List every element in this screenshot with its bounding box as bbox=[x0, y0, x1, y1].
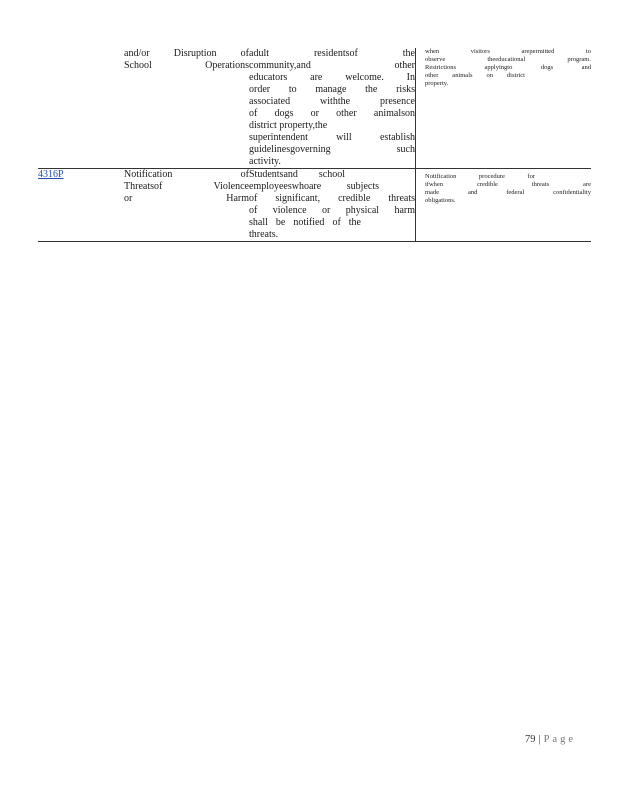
policy-description-cell bbox=[249, 169, 416, 242]
notes-line: when visitors arepermitted to bbox=[425, 48, 591, 55]
description-line: of dogs or other animalson bbox=[249, 108, 415, 119]
procedure-notes-cell bbox=[416, 169, 592, 242]
description-line: activity. bbox=[249, 156, 281, 167]
description-line: of violence or physical harm bbox=[249, 205, 415, 216]
description-line: associated withthe presence bbox=[249, 96, 415, 107]
footer-separator: | bbox=[538, 734, 541, 745]
policy-title-cell bbox=[124, 169, 249, 242]
notes-line: Restrictions applyingto dogs and bbox=[425, 64, 591, 71]
policy-code-link[interactable]: 4316P bbox=[38, 169, 64, 180]
policy-title-line: or Harm bbox=[124, 193, 249, 204]
procedure-notes-cell bbox=[416, 48, 592, 169]
notes-line: ifwhen credible threats are bbox=[425, 181, 591, 188]
table-row bbox=[38, 169, 591, 242]
description-line: community,and other bbox=[249, 60, 415, 71]
policy-code-cell bbox=[38, 48, 124, 169]
notes-line: other animals on district bbox=[425, 72, 525, 79]
description-line: Studentsand school bbox=[249, 169, 345, 180]
policy-table bbox=[38, 48, 591, 242]
description-line: of significant, credible threats bbox=[249, 193, 415, 204]
description-line: order to manage the risks bbox=[249, 84, 415, 95]
description-line: shall be notified of the bbox=[249, 217, 361, 228]
description-line: adult residentsof the bbox=[249, 48, 415, 59]
notes-bullet bbox=[416, 173, 591, 205]
policy-title-cell bbox=[124, 48, 249, 169]
policy-title-line: Notification of bbox=[124, 169, 249, 180]
page-footer bbox=[525, 734, 576, 745]
description-line: district property,the bbox=[249, 120, 328, 131]
policy-title-line: and/or Disruption of bbox=[124, 48, 249, 59]
notes-line: property. bbox=[425, 80, 449, 87]
table-row bbox=[38, 48, 591, 169]
page-word: Page bbox=[543, 734, 576, 745]
policy-description-cell bbox=[249, 48, 416, 169]
description-line: employeeswhoare subjects bbox=[249, 181, 379, 192]
notes-line: obligations. bbox=[425, 197, 456, 204]
notes-line: made and federal confidentiality bbox=[425, 189, 591, 196]
policy-title-line: Threatsof Violence bbox=[124, 181, 249, 192]
notes-bullet bbox=[416, 64, 591, 88]
description-line: guidelinesgoverning such bbox=[249, 144, 415, 155]
description-line: superintendent will establish bbox=[249, 132, 415, 143]
policy-code-cell bbox=[38, 169, 124, 242]
description-line: threats. bbox=[249, 229, 279, 240]
notes-line: observe theeducational program. bbox=[425, 56, 591, 63]
policy-title-line: School Operations bbox=[124, 60, 249, 71]
notes-line: Notification procedure for bbox=[425, 173, 535, 180]
notes-continued bbox=[416, 48, 591, 64]
description-line: educators are welcome. In bbox=[249, 72, 415, 83]
page-number: 79 bbox=[524, 734, 536, 745]
